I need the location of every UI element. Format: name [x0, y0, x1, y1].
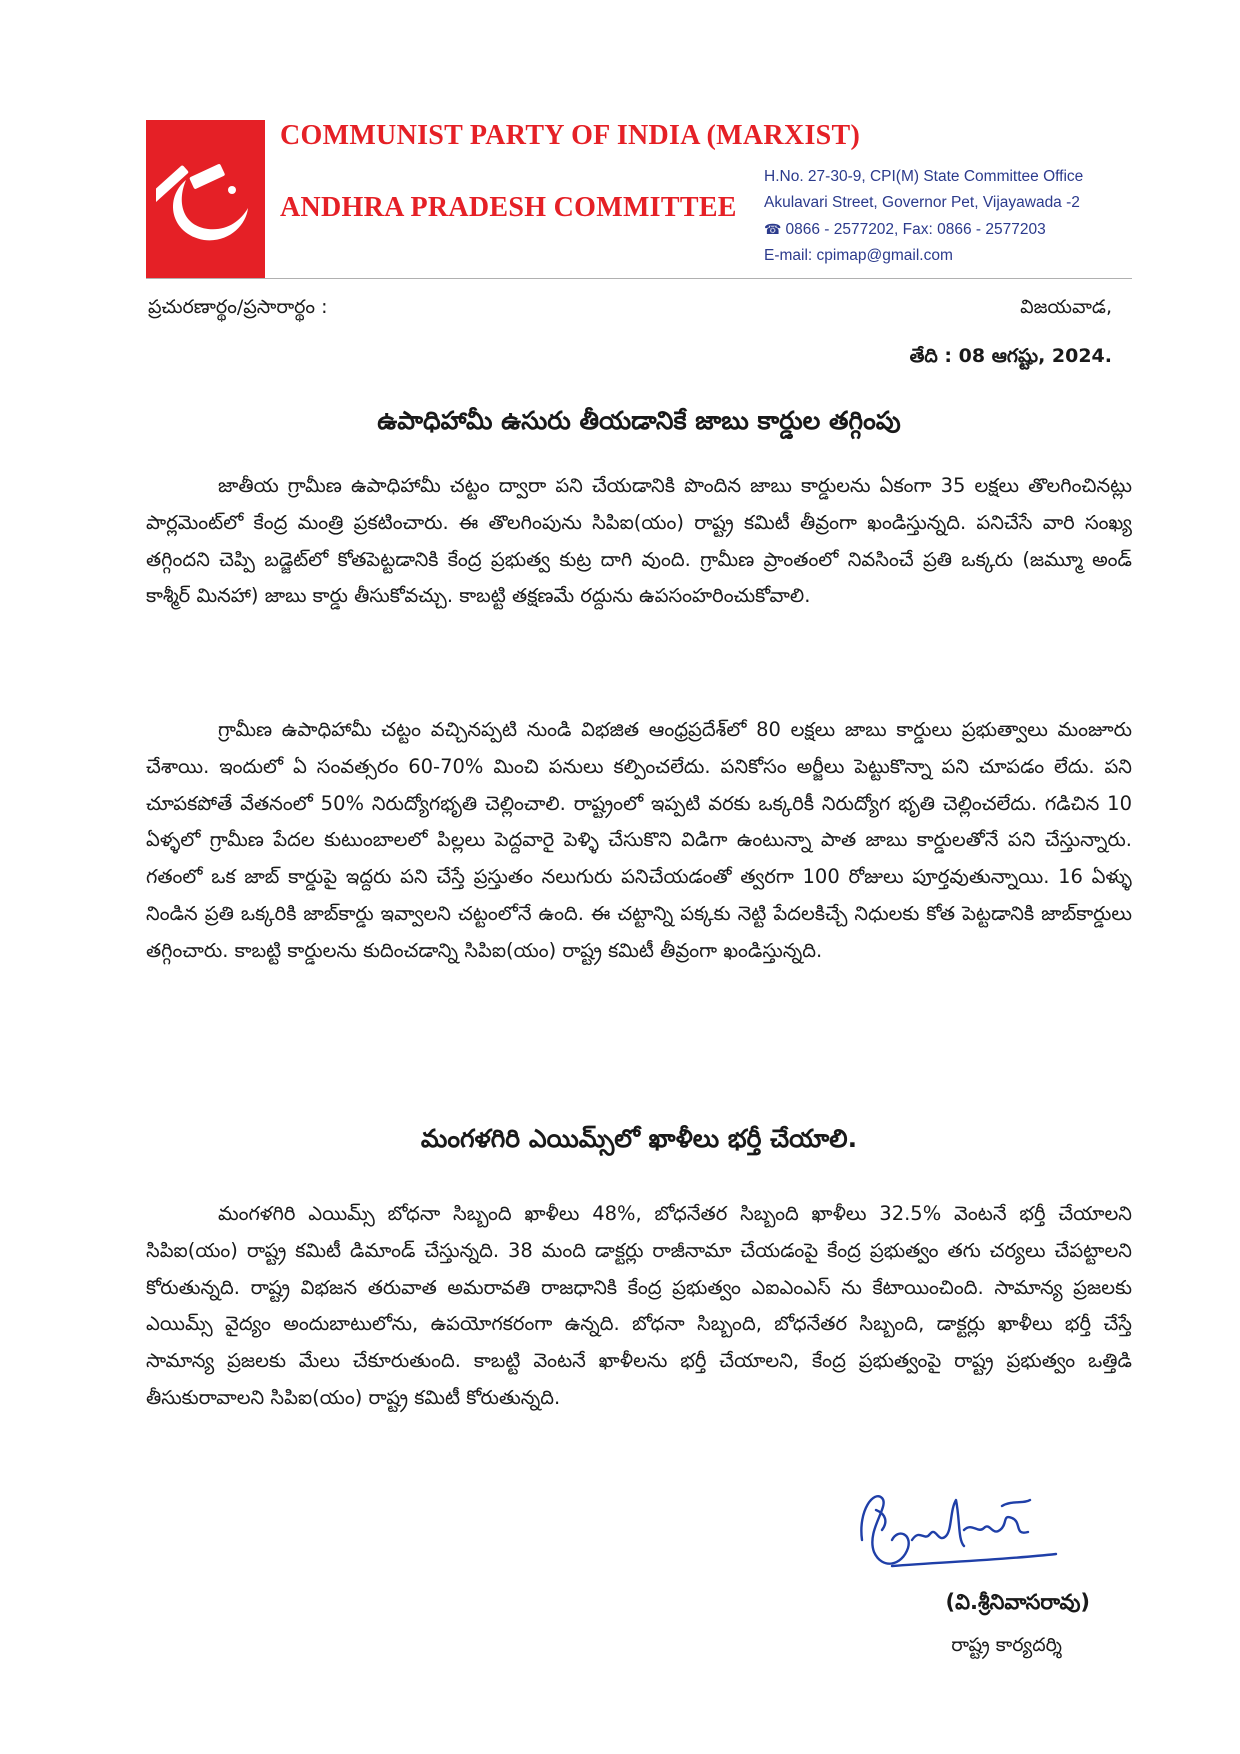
hammer-sickle-icon	[156, 160, 256, 250]
party-logo	[146, 120, 265, 278]
signatory-title: రాష్ట్ర కార్యదర్శి	[951, 1634, 1062, 1656]
letterhead	[146, 120, 1136, 278]
body-paragraph: మంగళగిరి ఎయిమ్స్ బోధనా సిబ్బంది ఖాళీలు 48%, బోధనేతర సిబ్బంది ఖాళీలు 32.5% వెంటనే భర్తీ చేయాలని సిపిఐ(యం) రాష్ట్ర కమిటీ డిమాండ్ చేస్తున్నది. 38 మంది డాక్టర్లు రాజీనామా చేయడంపై కేంద్ర ప్రభుత్వం తగు చర్యలు చేపట్టాలని కోరుతున్నది. రాష్ట్ర విభజన తరువాత అమరావతి రాజధానికి కేంద్ర ప్రభుత్వం ఎఐఎంఎస్ ను కేటాయించింది. సామాన్య ప్రజలకు ఎయిమ్స్ వైద్యం అందుబాటులోను, ఉపయోగకరంగా ఉన్నది. బోధనా సిబ్బంది, బోధనేతర సిబ్బంది, డాక్టర్లు ఖాళీలు భర్తీ చేస్తే సామాన్య ప్రజలకు మేలు చేకూరుతుంది. కాబట్టి వెంటనే ఖాళీలను భర్తీ చేయాలని, కేంద్ర ప్రభుత్వంపై రాష్ట్ర ప్రభుత్వం ఒత్తిడి తీసుకురావాలని సిపిఐ(యం) రాష్ట్ర కమిటీ కోరుతున్నది.	[146, 1202, 1132, 1409]
date: తేది : 08 ఆగష్టు, 2024.	[909, 345, 1112, 367]
email-line: E-mail: cpimap@gmail.com	[764, 247, 953, 264]
signatory-name: (వి.శ్రీనివాసరావు)	[945, 1590, 1090, 1614]
org-name: COMMUNIST PARTY OF INDIA (MARXIST)	[280, 120, 861, 151]
address-line-2: Akulavari Street, Governor Pet, Vijayawada -2	[764, 194, 1080, 211]
release-label: ప్రచురణార్థం/ప్రసారార్థం :	[148, 296, 328, 318]
section-heading: మంగళగిరి ఎయిమ్స్‌లో ఖాళీలు భర్తీ చేయాలి.	[420, 1124, 858, 1153]
address-line-1: H.No. 27-30-9, CPI(M) State Committee Office	[764, 168, 1084, 185]
section-heading: ఉపాధిహామీ ఉసురు తీయడానికే జాబు కార్డుల తగ్గింపు	[377, 406, 901, 435]
header-divider	[146, 278, 1132, 279]
place-date-block	[910, 296, 1112, 372]
body-paragraph: గ్రామీణ ఉపాధిహామీ చట్టం వచ్చినప్పటి నుండి విభజిత ఆంధ్రప్రదేశ్‌లో 80 లక్షలు జాబు కార్డులు ప్రభుత్వాలు మంజూరు చేశాయి. ఇందులో ఏ సంవత్సరం 60-70% మించి పనులు కల్పించలేదు. పనికోసం అర్జీలు పెట్టుకొన్నా పని చూపడం లేదు. పని చూపకపోతే వేతనంలో 50% నిరుద్యోగభృతి చెల్లించాలి. రాష్ట్రంలో ఇప్పటి వరకు ఒక్కరికీ నిరుద్యోగ భృతి చెల్లించలేదు. గడిచిన 10 ఏళ్ళలో గ్రామీణ పేదల కుటుంబాలలో పిల్లలు పెద్దవారై పెళ్ళి చేసుకొని విడిగా ఉంటున్నా పాత జాబు కార్డులతోనే పని చేస్తున్నారు. గతంలో ఒక జాబ్ కార్డుపై ఇద్దరు పని చేస్తే ప్రస్తుతం నలుగురు పనిచేయడంతో త్వరగా 100 రోజులు పూర్తవుతున్నాయి. 16 ఏళ్ళు నిండిన ప్రతి ఒక్కరికి జాబ్‌కార్డు ఇవ్వాలని చట్టంలోనే ఉంది. ఈ చట్టాన్ని పక్కకు నెట్టి పేదలకిచ్చే నిధులకు కోత పెట్టడానికి జాబ్‌కార్డులు తగ్గించారు. కాబట్టి కార్డులను కుదించడాన్ని సిపిఐ(యం) రాష్ట్ర కమిటీ తీవ్రంగా ఖండిస్తున్నది.	[146, 718, 1132, 962]
phone-text: 0866 - 2577202, Fax: 0866 - 2577203	[785, 221, 1046, 238]
body-paragraph: జాతీయ గ్రామీణ ఉపాధిహామీ చట్టం ద్వారా పని చేయడానికి పొందిన జాబు కార్డులను ఏకంగా 35 లక్షలు తొలగించినట్లు పార్లమెంట్‌లో కేంద్ర మంత్రి ప్రకటించారు. ఈ తొలగింపును సిపిఐ(యం) రాష్ట్ర కమిటీ తీవ్రంగా ఖండిస్తున్నది. పనిచేసే వారి సంఖ్య తగ్గిందని చెప్పి బడ్జెట్‌లో కోతపెట్టడానికి కేంద్ర ప్రభుత్వ కుట్ర దాగి వుంది. గ్రామీణ ప్రాంతంలో నివసించే ప్రతి ఒక్కరు (జమ్మూ అండ్ కాశ్మీర్ మినహా) జాబు కార్డు తీసుకోవచ్చు. కాబట్టి తక్షణమే రద్దును ఉపసంహరించుకోవాలి.	[146, 474, 1132, 608]
address-block	[764, 164, 1136, 269]
telephone-icon: ☎	[764, 221, 782, 237]
committee-name: ANDHRA PRADESH COMMITTEE	[280, 192, 737, 223]
phone-line	[764, 216, 1136, 243]
place: విజయవాడ,	[1020, 296, 1112, 318]
handwritten-signature	[852, 1470, 1082, 1590]
